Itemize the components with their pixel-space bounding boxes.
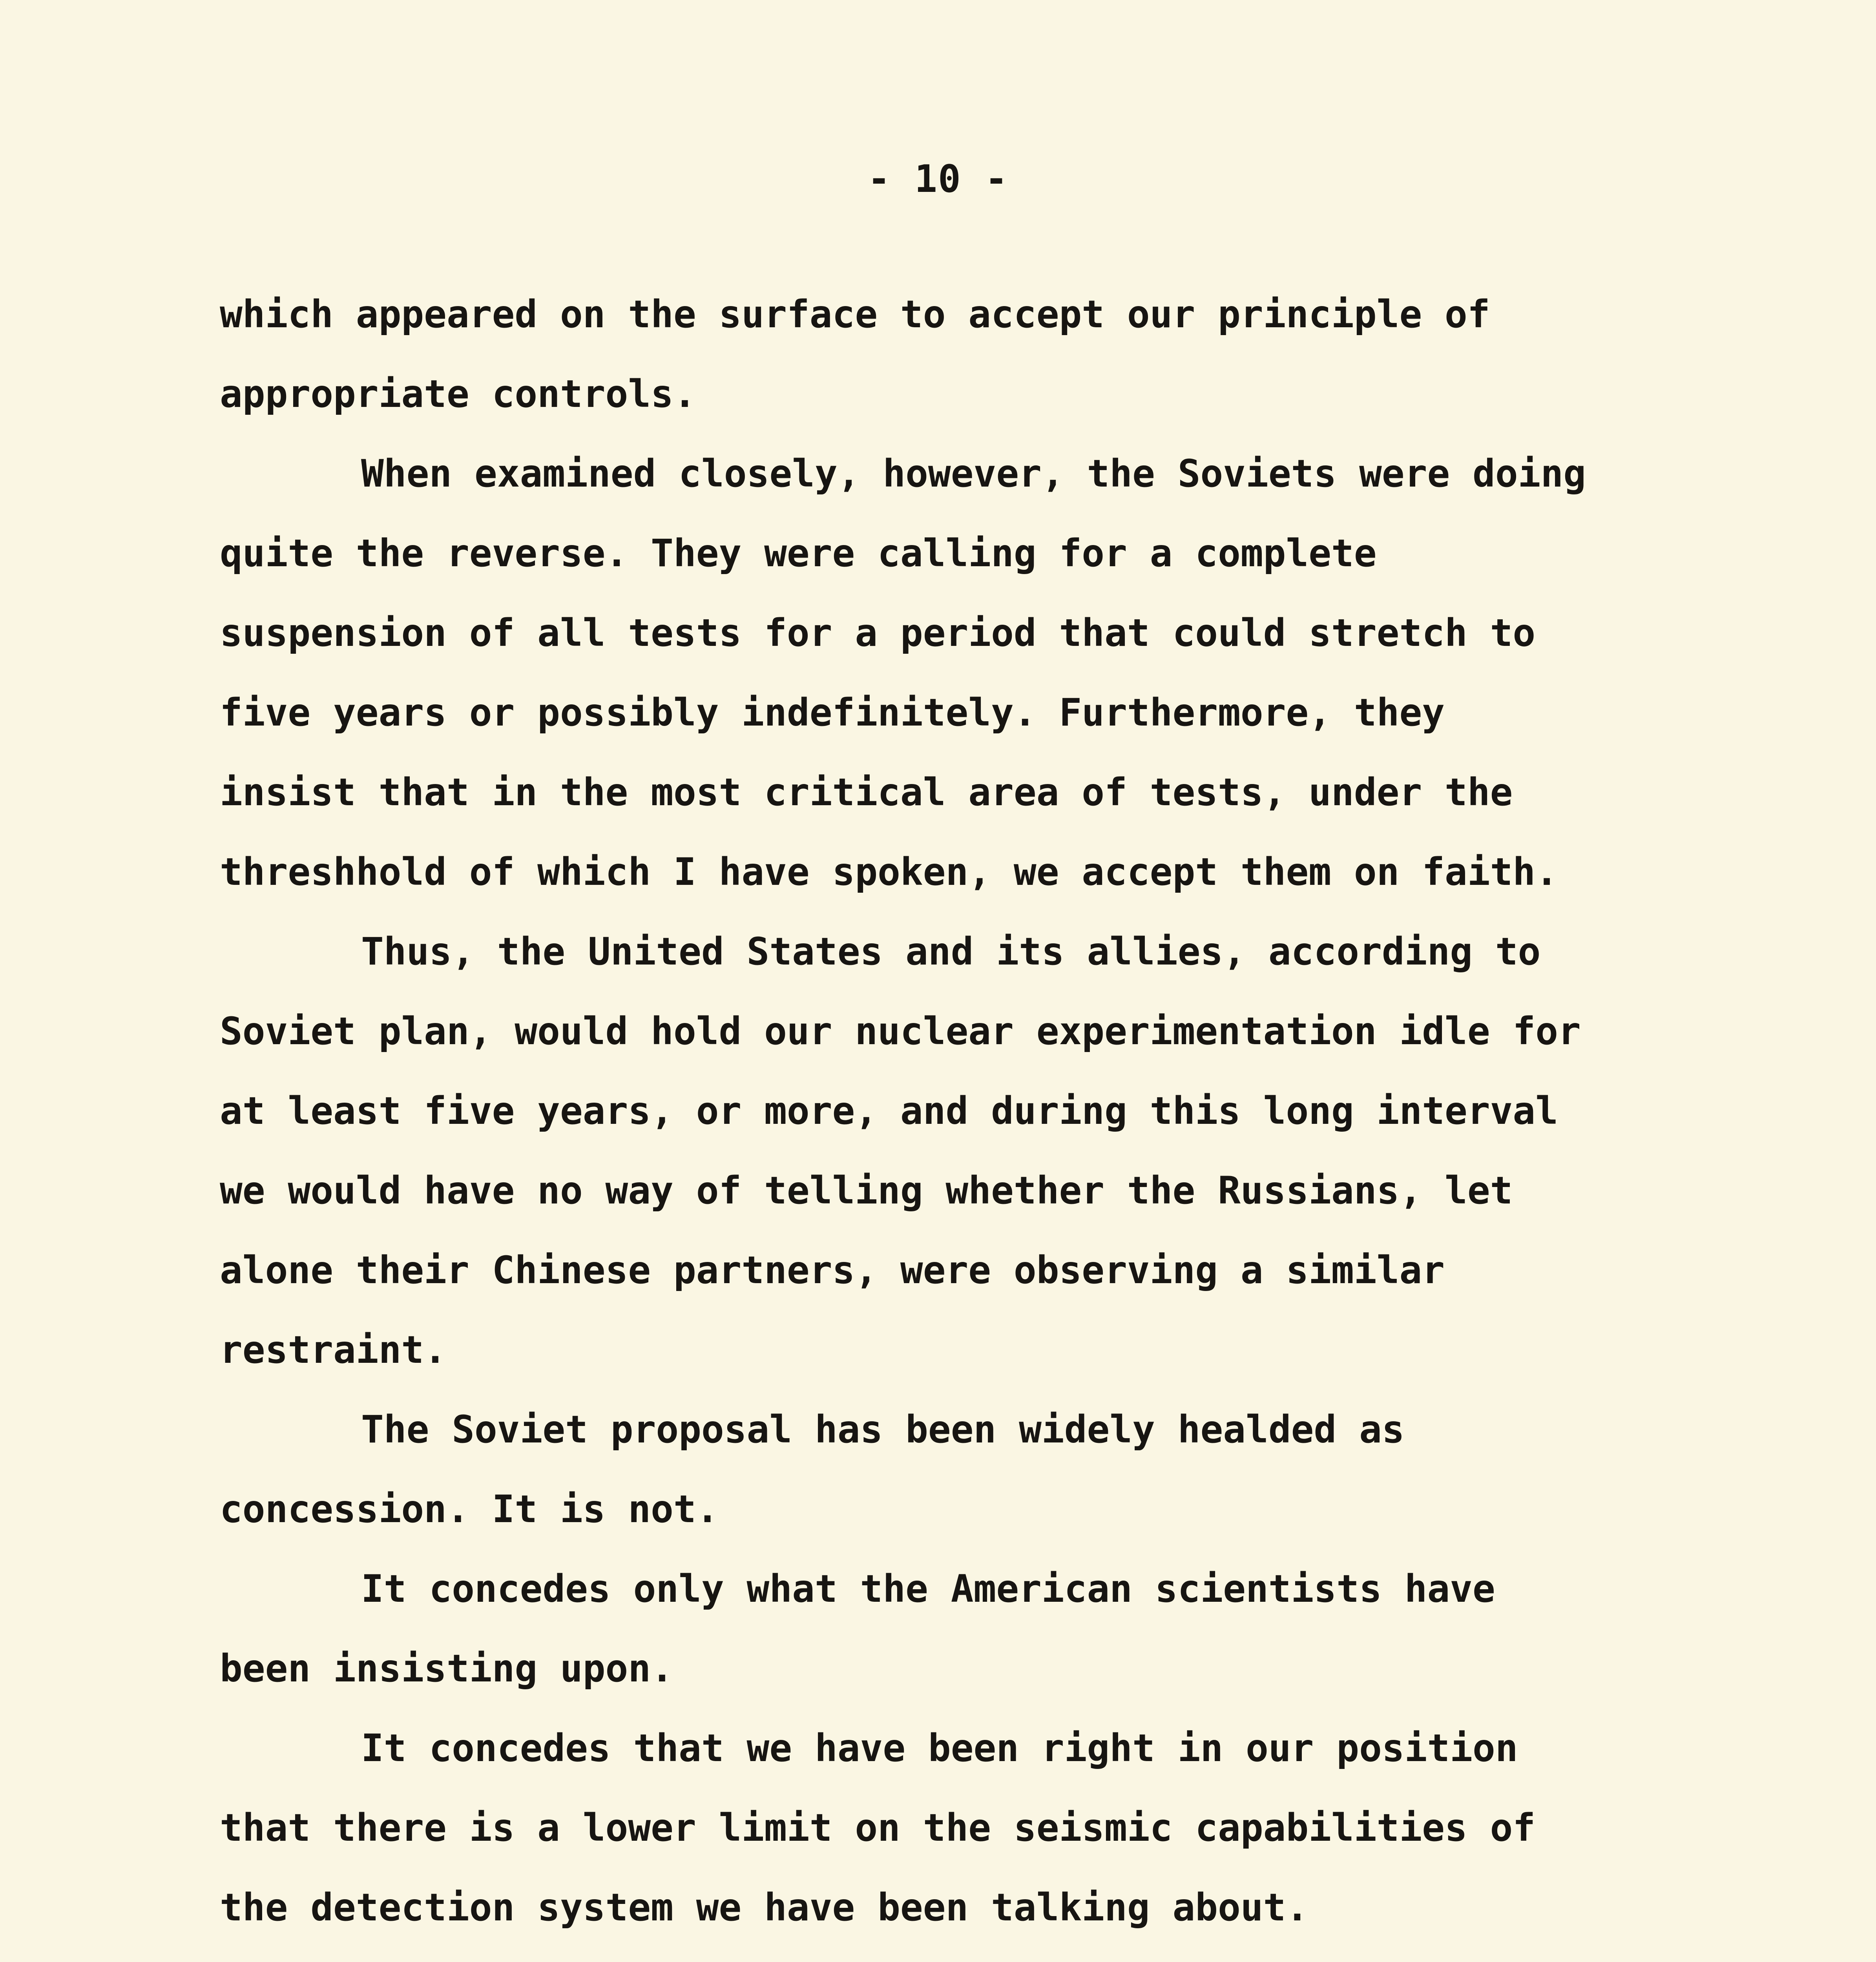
text-line: It concedes only what the American scientists have [361, 1567, 1495, 1611]
text-line: When examined closely, however, the Soviets were doing [361, 452, 1586, 496]
text-line: which appeared on the surface to accept our principle of [220, 292, 1490, 336]
text-line: It concedes that we have been right in our position [361, 1726, 1518, 1770]
text-line: threshhold of which I have spoken, we accept them on faith. [220, 850, 1558, 894]
body-text [220, 275, 1672, 1962]
text-line: alone their Chinese partners, were observing a similar [220, 1248, 1445, 1292]
text-line: quite the reverse. They were calling for a complete [220, 531, 1377, 575]
text-line: the detection system we have been talking about. [220, 1885, 1309, 1929]
text-line [220, 1947, 1672, 1962]
text-line: been insisting upon. [220, 1647, 673, 1690]
text-line: Thus, the United States and its allies, according to [361, 930, 1541, 974]
text-line: insist that in the most critical area of tests, under the [220, 770, 1513, 814]
page-number: - 10 - [867, 157, 1009, 201]
text-line: we would have no way of telling whether the Russians, let [220, 1169, 1513, 1213]
text-line: concession. It is not. [220, 1487, 719, 1531]
text-line: five years or possibly indefinitely. Furthermore, they [220, 691, 1445, 735]
text-line: suspension of all tests for a period that could stretch to [220, 611, 1536, 655]
text-line: appropriate controls. [220, 372, 696, 416]
text-line: that there is a lower limit on the seismic capabilities of [220, 1806, 1536, 1850]
text-line: The Soviet proposal has been widely healded as [361, 1408, 1405, 1451]
text-line: restraint. [220, 1328, 447, 1372]
text-line: Soviet plan, would hold our nuclear experimentation idle for [220, 1009, 1581, 1053]
text-line: at least five years, or more, and during this long interval [220, 1089, 1558, 1133]
